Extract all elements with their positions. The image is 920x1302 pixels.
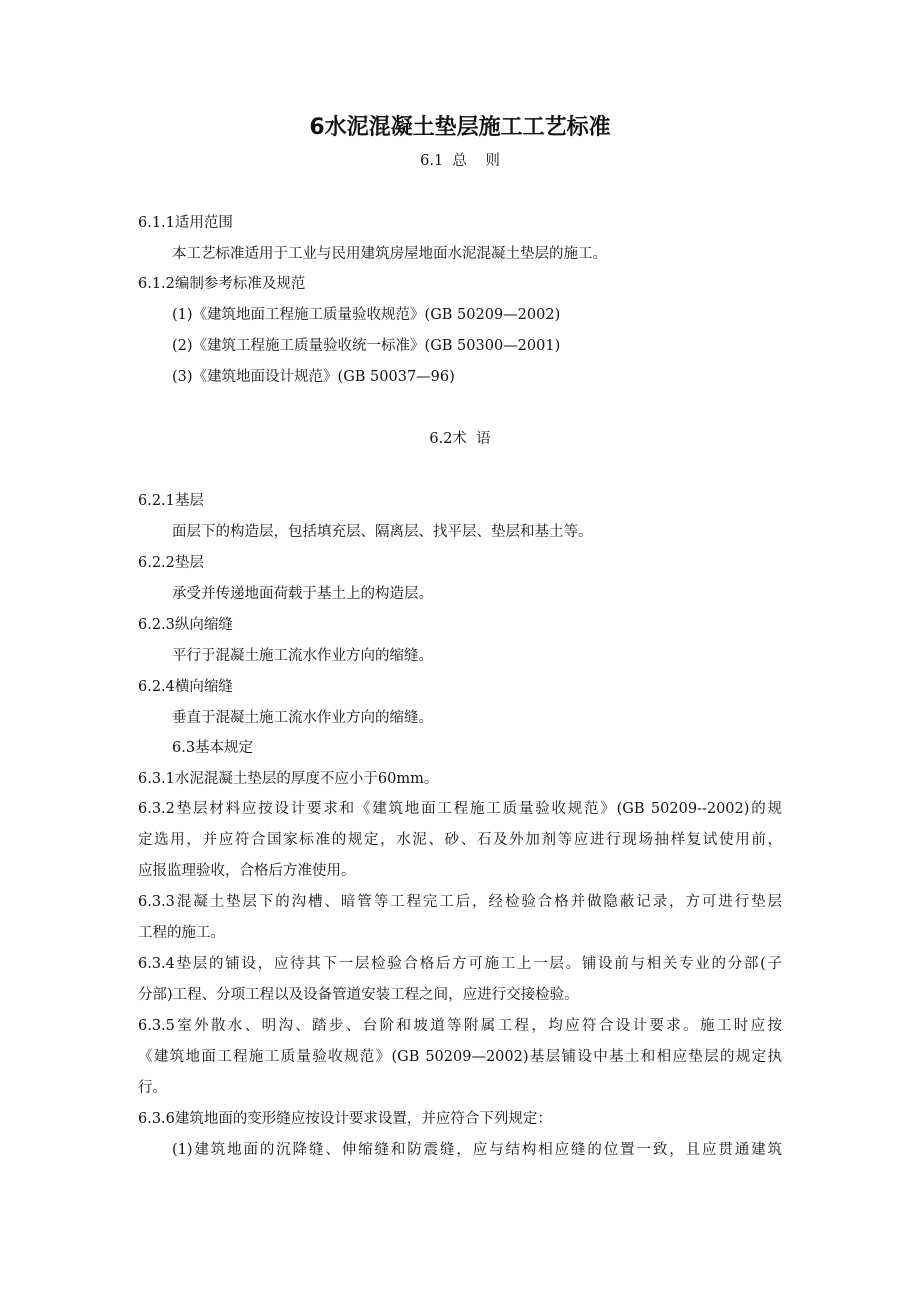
clause-6-3-5-line: 行。	[138, 1080, 167, 1096]
clause-6-3-4-line: 6.3.4垫层的铺设，应待其下一层检验合格后方可施工上一层。铺设前与相关专业的分部(子	[138, 956, 782, 972]
term-title: 6.2.3纵向缩缝	[138, 617, 233, 633]
clause-6-3-5-line: 《建筑地面工程施工质量验收规范》(GB 50209—2002)基层铺设中基土和相应垫层的规定执	[138, 1049, 782, 1065]
clause-6-1-2-title: 6.1.2编制参考标准及规范	[138, 276, 306, 292]
clause-6-3-4-line: 分部)工程、分项工程以及设备管道安装工程之间，应进行交接检验。	[138, 987, 579, 1003]
term-definition: 平行于混凝土施工流水作业方向的缩缝。	[172, 648, 433, 664]
clause-6-1-1-body: 本工艺标准适用于工业与民用建筑房屋地面水泥混凝土垫层的施工。	[172, 246, 607, 262]
term-definition: 承受并传递地面荷载于基土上的构造层。	[172, 586, 433, 602]
term-definition: 面层下的构造层，包括填充层、隔离层、找平层、垫层和基土等。	[172, 524, 593, 540]
term-title: 6.2.1基层	[138, 493, 204, 509]
reference-item: (2)《建筑工程施工质量验收统一标准》(GB 50300—2001)	[172, 338, 561, 354]
clause-6-3-3-line: 工程的施工。	[138, 925, 225, 941]
section-heading-6-1: 6.1 总 则	[420, 153, 500, 169]
clause-6-3-6: 6.3.6建筑地面的变形缝应按设计要求设置，并应符合下列规定：	[138, 1111, 552, 1127]
clause-6-3-6-item-1-line: (1)建筑地面的沉降缝、伸缩缝和防震缝，应与结构相应缝的位置一致，且应贯通建筑	[172, 1142, 782, 1158]
clause-6-3-2-line: 定选用，并应符合国家标准的规定，水泥、砂、石及外加剂等应进行现场抽样复试使用前，	[138, 832, 782, 848]
clause-6-3-2-line: 6.3.2垫层材料应按设计要求和《建筑地面工程施工质量验收规范》(GB 50209--2002)的规	[138, 801, 782, 817]
clause-6-3-5-line: 6.3.5室外散水、明沟、踏步、台阶和坡道等附属工程，均应符合设计要求。施工时应按	[138, 1018, 782, 1034]
term-title: 6.2.2垫层	[138, 555, 204, 571]
document-title: 6水泥混凝土垫层施工工艺标准	[309, 115, 611, 140]
term-definition: 垂直于混凝土施工流水作业方向的缩缝。	[172, 710, 433, 726]
term-title: 6.2.4横向缩缝	[138, 679, 233, 695]
clause-6-3-1: 6.3.1水泥混凝土垫层的厚度不应小于60mm。	[138, 771, 439, 787]
section-heading-6-3: 6.3基本规定	[172, 740, 254, 756]
clause-6-3-2-line: 应报监理验收，合格后方准使用。	[138, 863, 356, 879]
reference-item: (1)《建筑地面工程施工质量验收规范》(GB 50209—2002)	[172, 307, 561, 323]
reference-item: (3)《建筑地面设计规范》(GB 50037—96)	[172, 369, 455, 385]
clause-6-1-1-title: 6.1.1适用范围	[138, 215, 233, 231]
section-heading-6-2: 6.2术 语	[429, 431, 491, 447]
clause-6-3-3-line: 6.3.3混凝土垫层下的沟槽、暗管等工程完工后，经检验合格并做隐蔽记录，方可进行垫层	[138, 894, 782, 910]
